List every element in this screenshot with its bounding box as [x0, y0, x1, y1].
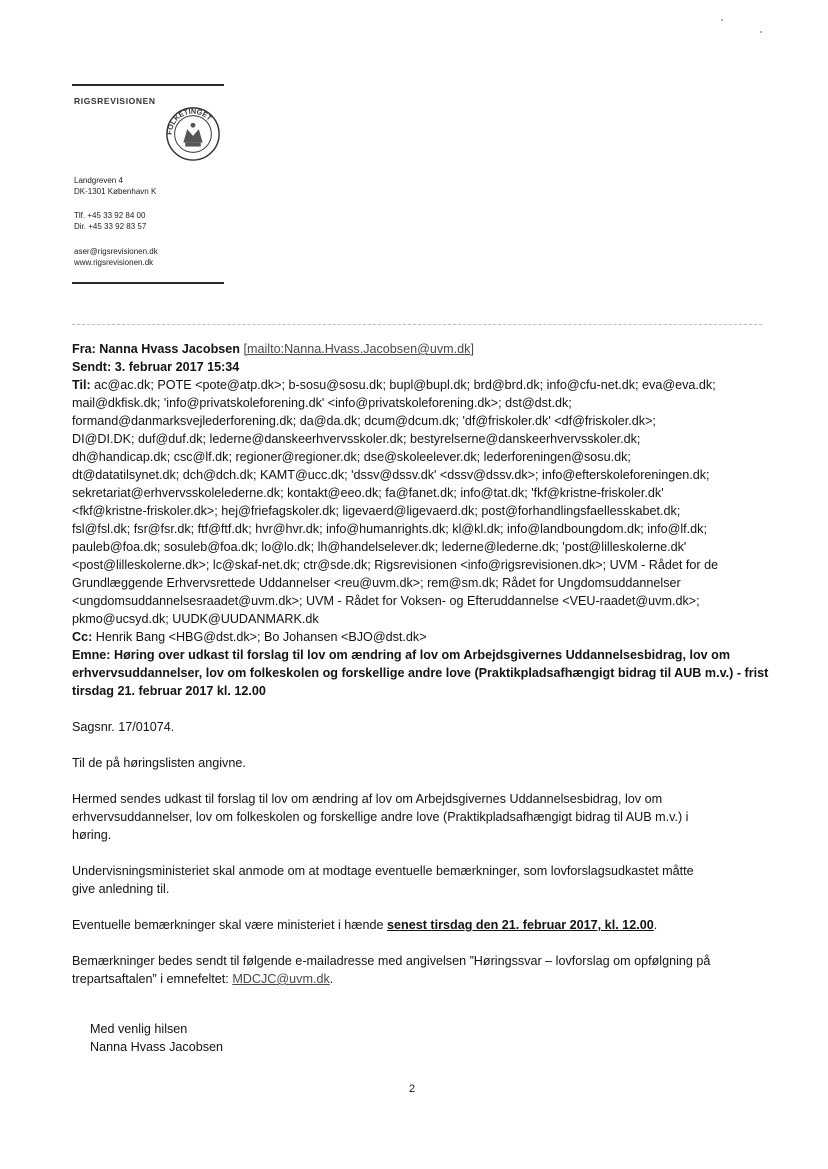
letterhead-top-rule	[72, 84, 224, 86]
to-line[interactable]: <ungdomsuddannelsesraadet@uvm.dk>; UVM - Rådet for Voksen- og Efteruddannelse <VEU-raadet@uvm.dk>;	[72, 594, 700, 608]
contact-email: aser@rigsrevisionen.dk	[74, 247, 158, 256]
reply-email-link[interactable]: MDCJC@uvm.dk	[232, 972, 330, 986]
to-line[interactable]: <fkf@kristne-friskoler.dk>; hej@friefagskoler.dk; ligevaerd@ligevaerd.dk; post@forhandlingsfaellesskabet.dk;	[72, 504, 681, 518]
to-recipients: Til: ac@ac.dk; POTE <pote@atp.dk>; b-sosu@sosu.dk; bupl@bupl.dk; brd@brd.dk; info@cfu-net.dk; eva@eva.dk; mail@dkfisk.dk; 'info@privatskoleforening.dk' <info@privatskoleforening.dk>; dst@dst.dk; formand@danmarksvejlederforening.dk; da@da.dk; dcum@dcum.dk; 'df@friskoler.dk' <df@friskoler.dk>; DI@DI.DK; duf@duf.dk; lederne@danskeerhvervsskoler.dk; bestyrelserne@danskeerhvervsskoler.dk; dh@handicap.dk; csc@lf.dk; regioner@regioner.dk; dse@skoleelever.dk; lederforeningen@sosu.dk; dt@datatilsynet.dk; dch@dch.dk; KAMT@ucc.dk; 'dssv@dssv.dk' <dssv@dssv.dk>; info@efterskoleforeningen.dk; sekretariat@erhvervsskolelederne.dk; kontakt@eeo.dk; fa@fanet.dk; info@tat.dk; 'fkf@kristne-friskoler.dk' <fkf@kristne-friskoler.dk>; hej@friefagskoler.dk; ligevaerd@ligevaerd.dk; post@forhandlingsfaellesskabet.dk; fsl@fsl.dk; fsr@fsr.dk; ftf@ftf.dk; hvr@hvr.dk; info@humanrights.dk; kl@kl.dk; info@landboungdom.dk; info@lf.dk; pauleb@foa.dk; sosuleb@foa.dk; lo@lo.dk; lh@handelselever.dk; lederne@lederne.dk; 'post@lilleskolerne.dk' <post@lilleskolerne.dk>; lc@skaf-net.dk; ctr@sde.dk; Rigsrevisionen <info@rigsrevisionen.dk>; UVM - Rådet for de Grundlæggende Erhvervsrettede Uddannelser <reu@uvm.dk>; rem@sm.dk; Rådet for Ungdomsuddannelser <ungdomsuddannelsesraadet@uvm.dk>; UVM - Rådet for Voksen- og Efteruddannelse <VEU-raadet@uvm.dk>; pkmo@ucsyd.dk; UUDK@UUDANMARK.dk	[72, 378, 719, 626]
seal-text: FOLKETINGET	[164, 106, 214, 136]
sent-date: 3. februar 2017 15:34	[114, 360, 240, 374]
paragraph-deadline: Eventuelle bemærkninger skal være ministeriet i hænde senest tirsdag den 21. februar 2017, kl. 12.00.	[72, 918, 658, 932]
address-city: DK-1301 København K	[74, 187, 157, 196]
to-line[interactable]: dt@datatilsynet.dk; dch@dch.dk; KAMT@ucc.dk; 'dssv@dssv.dk' <dssv@dssv.dk>; info@efterskoleforeningen.dk;	[72, 468, 710, 482]
sender-mailto-link[interactable]: [mailto:Nanna.Hvass.Jacobsen@uvm.dk]	[243, 342, 474, 356]
cc-recipients[interactable]: Henrik Bang <HBG@dst.dk>; Bo Johansen <BJO@dst.dk>	[95, 630, 427, 644]
letterhead-org: RIGSREVISIONEN	[74, 96, 156, 106]
cc-line: Cc: Henrik Bang <HBG@dst.dk>; Bo Johansen <BJO@dst.dk>	[72, 630, 427, 644]
to-line[interactable]: sekretariat@erhvervsskolelederne.dk; kontakt@eeo.dk; fa@fanet.dk; info@tat.dk; 'fkf@kristne-friskoler.dk'	[72, 486, 664, 500]
sent-line: Sendt: 3. februar 2017 15:34	[72, 360, 240, 374]
paragraph-1: Hermed sendes udkast til forslag til lov om ændring af lov om Arbejdsgivernes Uddannelsesbidrag, lov om erhvervsuddannelser, lov om folkeskolen og forskellige andre love (Praktikpladsafhængigt bidrag til AUB m.v.) i høring.	[72, 792, 689, 842]
to-line[interactable]: fsl@fsl.dk; fsr@fsr.dk; ftf@ftf.dk; hvr@hvr.dk; info@humanrights.dk; kl@kl.dk; info@landboungdom.dk; info@lf.dk;	[72, 522, 707, 536]
phone-direct: Dir. +45 33 92 83 57	[74, 222, 147, 231]
greeting: Til de på høringslisten angivne.	[72, 756, 246, 770]
to-line[interactable]: formand@danmarksvejlederforening.dk; da@da.dk; dcum@dcum.dk; 'df@friskoler.dk' <df@friskoler.dk>;	[72, 414, 656, 428]
to-line[interactable]: dh@handicap.dk; csc@lf.dk; regioner@regioner.dk; dse@skoleelever.dk; lederforeningen@sosu.dk;	[72, 450, 631, 464]
paragraph-2: Undervisningsministeriet skal anmode om at modtage eventuelle bemærkninger, som lovforslagsudkastet måtte give anledning til.	[72, 864, 694, 896]
address-street: Landgreven 4	[74, 176, 123, 185]
signature-block	[90, 1020, 223, 1056]
case-number: Sagsnr. 17/01074.	[72, 720, 175, 734]
phone-main: Tlf. +45 33 92 84 00	[74, 211, 146, 220]
to-line[interactable]: Grundlæggende Erhvervsrettede Uddannelser <reu@uvm.dk>; rem@sm.dk; Rådet for Ungdomsuddannelser	[72, 576, 681, 590]
to-line[interactable]: ac@ac.dk; POTE <pote@atp.dk>; b-sosu@sosu.dk; bupl@bupl.dk; brd@brd.dk; info@cfu-net.dk; eva@eva.dk;	[94, 378, 716, 392]
sender-name: Nanna Hvass Jacobsen	[99, 342, 240, 356]
svg-text:FOLKETINGET	[165, 107, 215, 136]
to-line[interactable]: pauleb@foa.dk; sosuleb@foa.dk; lo@lo.dk; lh@handelselever.dk; lederne@lederne.dk; 'post@lilleskolerne.dk'	[72, 540, 687, 554]
contact-website: www.rigsrevisionen.dk	[74, 258, 154, 267]
to-line[interactable]: mail@dkfisk.dk; 'info@privatskoleforening.dk' <info@privatskoleforening.dk>; dst@dst.dk;	[72, 396, 572, 410]
to-line[interactable]: pkmo@ucsyd.dk; UUDK@UUDANMARK.dk	[72, 612, 319, 626]
closing: Med venlig hilsen	[90, 1022, 188, 1036]
letterhead-bottom-rule	[72, 282, 224, 284]
subject: Emne: Høring over udkast til forslag til lov om ændring af lov om Arbejdsgivernes Uddannelsesbidrag, lov om erhvervsuddannelser, lov om folkeskolen og forskellige andre love (Praktikpladsafhængigt bidrag til AUB m.v.) - frist tirsdag 21. februar 2017 kl. 12.00	[72, 648, 769, 698]
email-header	[72, 340, 772, 988]
separator-line	[72, 324, 762, 325]
from-line: Fra: Nanna Hvass Jacobsen [mailto:Nanna.Hvass.Jacobsen@uvm.dk]	[72, 342, 474, 356]
paragraph-reply-instructions: Bemærkninger bedes sendt til følgende e-mailadresse med angivelsen ”Høringssvar – lovforslag om opfølgning på trepartsaftalen” i emnefeltet: MDCJC@uvm.dk.	[72, 954, 711, 986]
signature-name: Nanna Hvass Jacobsen	[90, 1040, 224, 1054]
to-line[interactable]: DI@DI.DK; duf@duf.dk; lederne@danskeerhvervsskoler.dk; bestyrelserne@danskeerhvervsskoler.dk;	[72, 432, 641, 446]
deadline-text: senest tirsdag den 21. februar 2017, kl. 12.00	[387, 918, 654, 932]
folketinget-seal-icon	[164, 104, 222, 162]
page-number: 2	[409, 1083, 416, 1095]
to-line[interactable]: <post@lilleskolerne.dk>; lc@skaf-net.dk; ctr@sde.dk; Rigsrevisionen <info@rigsrevisionen.dk>; UVM - Rådet for de	[72, 558, 719, 572]
